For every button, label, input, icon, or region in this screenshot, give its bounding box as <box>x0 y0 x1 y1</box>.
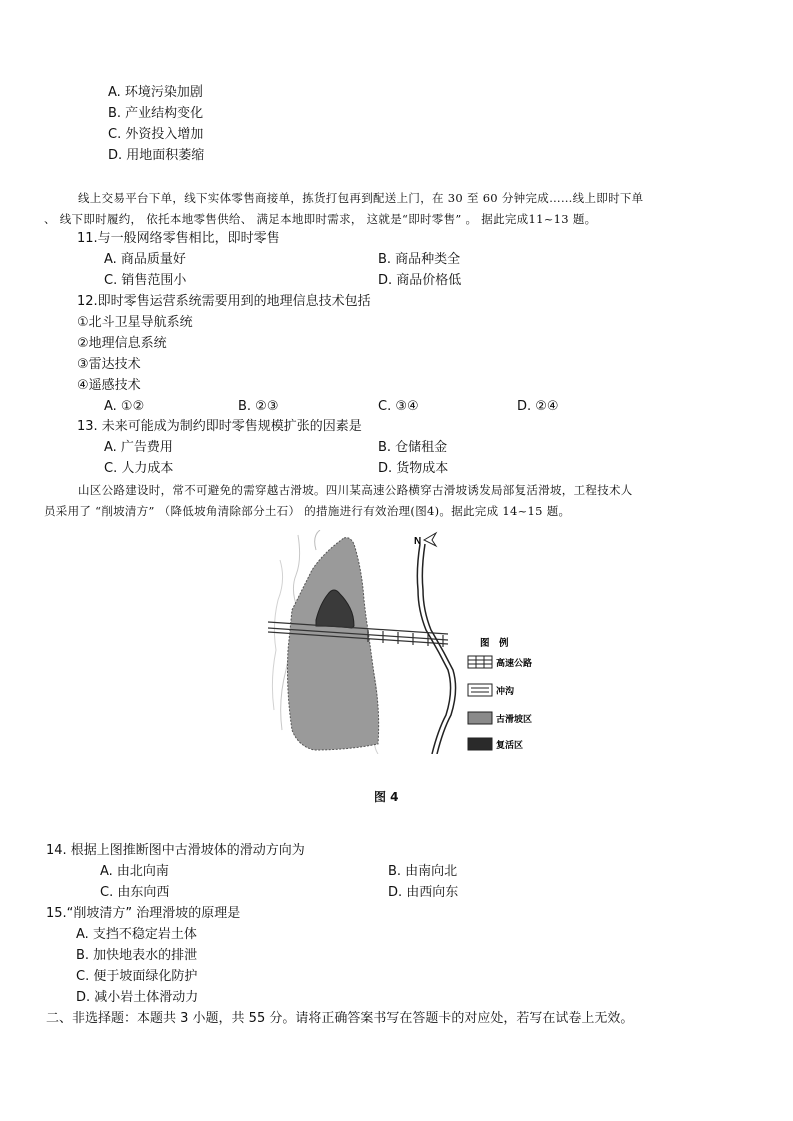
north-arrow-icon <box>424 533 436 546</box>
q13-option-d: D. 货物成本 <box>378 461 449 476</box>
q12-stem: 12.即时零售运营系统需要用到的地理信息技术包括 <box>77 294 371 309</box>
q15-option-b: B. 加快地表水的排泄 <box>76 948 198 963</box>
contour-line <box>272 560 282 710</box>
q12-option-d: D. ②④ <box>517 399 559 414</box>
legend-ancient-landslide-label: 古滑坡区 <box>496 715 533 725</box>
q11-option-b: B. 商品种类全 <box>378 252 461 267</box>
q14-option-c: C. 由东向西 <box>100 885 170 900</box>
q14-option-b: B. 由南向北 <box>388 864 458 879</box>
q10-option-a: A. 环境污染加剧 <box>108 85 203 100</box>
q12-option-a: A. ①② <box>104 399 145 414</box>
figure-caption: 图 4 <box>374 790 399 804</box>
map-legend <box>468 637 532 751</box>
legend-title: 图 例 <box>480 638 509 649</box>
passage1-line1: 线上交易平台下单，线下实体零售商接单，拣货打包再到配送上门，在 30 至 60 分钟完成……线上即时下单 <box>78 191 644 205</box>
passage2-line2: 员采用了 “削坡清方” （降低坡角清除部分土石） 的措施进行有效治理(图4)。据此完成 14~15 题。 <box>44 504 571 518</box>
legend-reactivated-label: 复活区 <box>496 741 524 751</box>
q13-option-a: A. 广告费用 <box>104 440 173 455</box>
q11-option-a: A. 商品质量好 <box>104 252 186 267</box>
legend-highway-icon <box>468 656 492 668</box>
ancient-landslide-area <box>288 538 379 750</box>
passage2-line1: 山区公路建设时，常不可避免的需穿越古滑坡。四川某高速公路横穿古滑坡诱发局部复活滑坡，工程技术人 <box>78 483 633 497</box>
q11-stem: 11.与一般网络零售相比，即时零售 <box>77 231 280 246</box>
q11-option-d: D. 商品价格低 <box>378 273 462 288</box>
q10-option-c: C. 外资投入增加 <box>108 127 204 142</box>
q13-option-b: B. 仓储租金 <box>378 440 448 455</box>
q12-item-4: ④遥感技术 <box>77 378 141 393</box>
q14-stem: 14. 根据上图推断图中古滑坡体的滑动方向为 <box>46 843 305 858</box>
legend-highway-label: 高速公路 <box>496 659 533 669</box>
q15-option-d: D. 减小岩土体滑动力 <box>76 990 199 1005</box>
q11-option-c: C. 销售范围小 <box>104 273 187 288</box>
legend-ancient-landslide-icon <box>468 712 492 724</box>
q12-item-2: ②地理信息系统 <box>77 336 167 351</box>
q13-stem: 13. 未来可能成为制约即时零售规模扩张的因素是 <box>77 419 362 434</box>
q13-option-c: C. 人力成本 <box>104 461 174 476</box>
q12-option-b: B. ②③ <box>238 399 279 414</box>
contour-line <box>315 530 320 550</box>
north-label: N <box>414 536 422 547</box>
q12-option-c: C. ③④ <box>378 399 419 414</box>
q15-stem: 15.“削坡清方” 治理滑坡的原理是 <box>46 906 241 921</box>
landslide-map-figure <box>268 530 560 754</box>
q12-item-3: ③雷达技术 <box>77 357 141 372</box>
passage1-line2: 、 线下即时履约， 依托本地零售供给、 满足本地即时需求， 这就是“即时零售” 。 据此完成11~13 题。 <box>44 212 597 226</box>
q15-option-c: C. 便于坡面绿化防护 <box>76 969 198 984</box>
legend-reactivated-icon <box>468 738 492 750</box>
q14-option-d: D. 由西向东 <box>388 885 459 900</box>
q10-option-b: B. 产业结构变化 <box>108 106 204 121</box>
q15-option-a: A. 支挡不稳定岩土体 <box>76 927 197 942</box>
q14-option-a: A. 由北向南 <box>100 864 169 879</box>
q12-item-1: ①北斗卫星导航系统 <box>77 315 193 330</box>
legend-gully-label: 冲沟 <box>496 687 515 697</box>
legend-gully-icon <box>468 684 492 696</box>
gully-bank <box>422 544 455 754</box>
section2-heading: 二、非选择题：本题共 3 小题，共 55 分。请将正确答案书写在答题卡的对应处，若写在试卷上无效。 <box>46 1011 634 1026</box>
q10-option-d: D. 用地面积萎缩 <box>108 148 205 163</box>
